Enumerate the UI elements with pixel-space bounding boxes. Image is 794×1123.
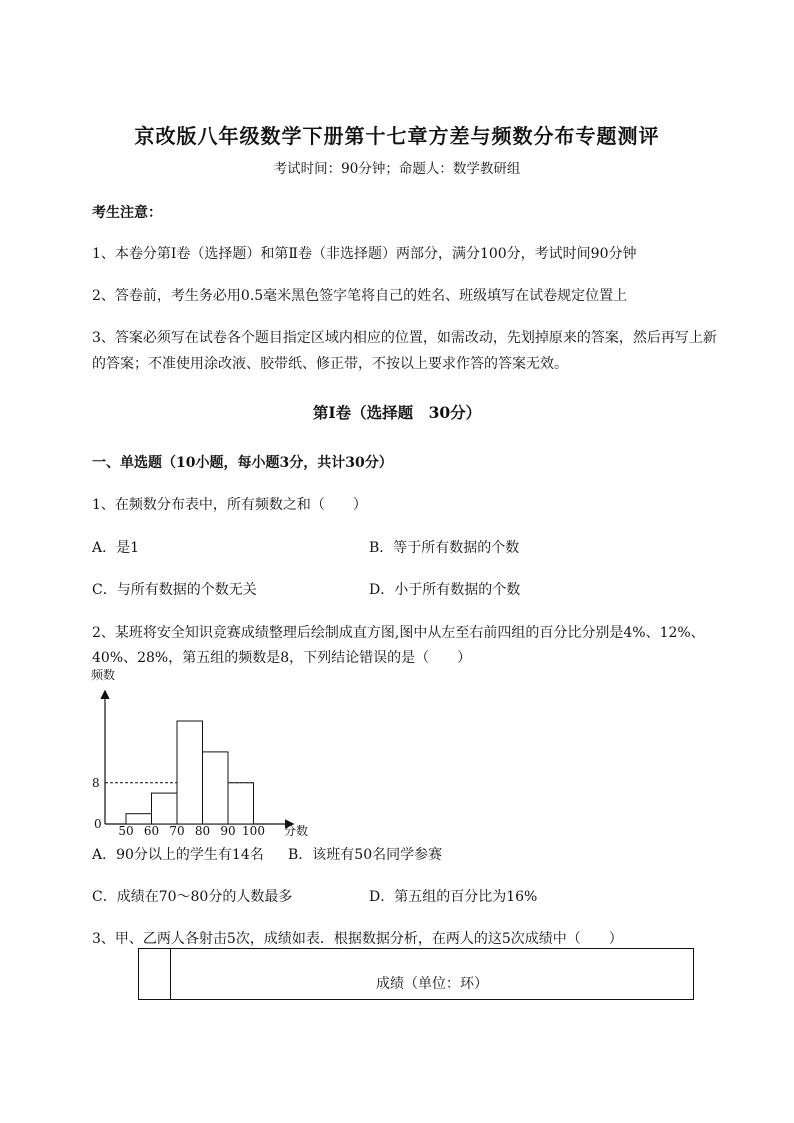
x-tick-label-80: 80 — [194, 824, 211, 838]
notes-heading: 考生注意： — [92, 205, 162, 221]
x-tick-label-70: 70 — [169, 824, 185, 838]
reference-line-label: 8 — [92, 775, 100, 790]
histogram-bar-90-100 — [228, 783, 254, 824]
question-1-option-c: C．与所有数据的个数无关 — [92, 582, 257, 598]
chart-ylabel: 频数 — [91, 668, 116, 682]
exam-subtitle: 考试时间：90分钟；命题人：数学教研组 — [273, 161, 521, 177]
question-1-option-a: A．是1 — [92, 540, 140, 556]
histogram-chart — [82, 664, 322, 842]
note-item-1: 1、本卷分第Ⅰ卷（选择题）和第Ⅱ卷（非选择题）两部分，满分100分，考试时间90分钟 — [92, 246, 637, 262]
part-heading: 一、单选题（10小题，每小题3分，共计30分） — [92, 455, 393, 471]
x-tick-label-90: 90 — [220, 824, 236, 838]
histogram-bar-60-70 — [152, 793, 178, 824]
question-2-option-b: B．该班有50名同学参赛 — [288, 847, 443, 863]
question-2-stem-line1: 2、某班将安全知识竞赛成绩整理后绘制成直方图,图中从左至右前四组的百分比分别是4%、12%、 — [92, 625, 705, 641]
question-1-option-b: B．等于所有数据的个数 — [369, 540, 520, 556]
histogram-bar-70-80 — [177, 721, 203, 824]
question-1-stem: 1、在频数分布表中，所有频数之和（ ） — [92, 497, 367, 513]
question-2-option-a: A．90分以上的学生有14名 — [92, 847, 264, 863]
x-tick-label-60: 60 — [143, 824, 160, 838]
table-header-cell: 成绩（单位：环） — [376, 976, 488, 992]
chart-xlabel: 分数 — [284, 824, 309, 838]
note-item-3-continued: 的答案；不准使用涂改液、胶带纸、修正带，不按以上要求作答的答案无效。 — [92, 356, 568, 372]
question-3-stem: 3、甲、乙两人各射击5次，成绩如表．根据数据分析，在两人的这5次成绩中（ ） — [92, 931, 623, 947]
question-1-option-d: D．小于所有数据的个数 — [369, 582, 521, 598]
x-tick-label-100: 100 — [242, 824, 265, 838]
exam-title: 京改版八年级数学下册第十七章方差与频数分布专题测评 — [134, 124, 660, 148]
score-table — [138, 948, 694, 1000]
note-item-3: 3、答案必须写在试卷各个题目指定区域内相应的位置，如需改动，先划掉原来的答案，然后再写上新 — [92, 330, 717, 346]
chart-origin-label: 0 — [94, 817, 102, 831]
histogram-bar-50-60 — [126, 814, 152, 824]
table-corner-cell — [139, 949, 171, 999]
x-tick-label-50: 50 — [118, 824, 134, 838]
histogram-bar-80-90 — [203, 752, 229, 824]
question-2-stem-line2: 40%、28%，第五组的频数是8，下列结论错误的是（ ） — [92, 650, 472, 666]
question-2-option-d: D．第五组的百分比为16% — [369, 889, 538, 905]
section-title: 第Ⅰ卷（选择题 30分） — [312, 403, 482, 422]
note-item-2: 2、答卷前，考生务必用0.5毫米黑色签字笔将自己的姓名、班级填写在试卷规定位置上 — [92, 288, 628, 304]
question-2-option-c: C．成绩在70～80分的人数最多 — [92, 889, 293, 905]
